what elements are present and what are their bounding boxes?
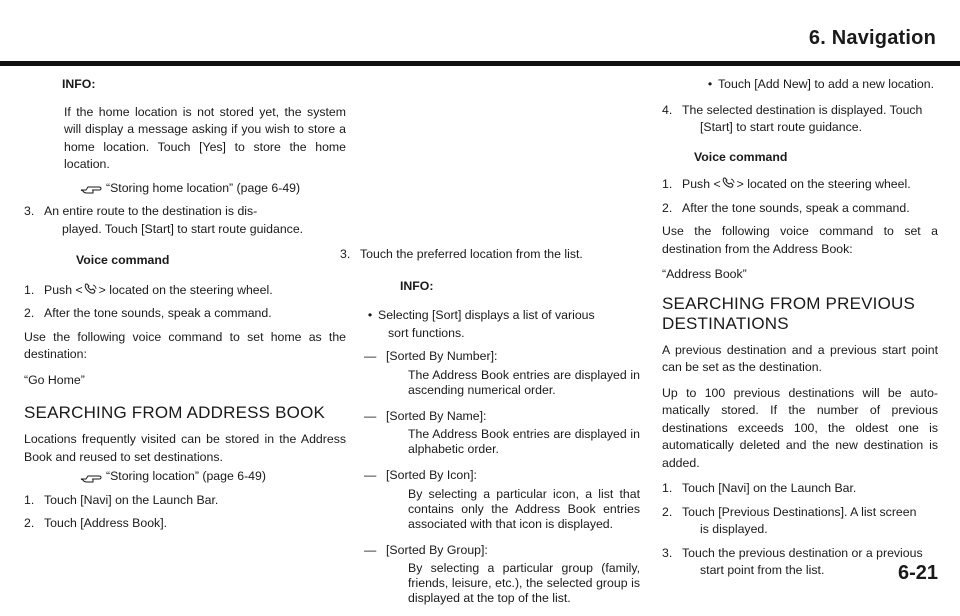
step-line: [Start] to start route guidance. bbox=[700, 120, 862, 134]
step-text bbox=[44, 282, 346, 300]
step-text-post: > located on the steering wheel. bbox=[736, 177, 911, 191]
step-number: 2. bbox=[24, 306, 35, 320]
chapter-title: 6. Navigation bbox=[808, 27, 936, 49]
step-number: 2. bbox=[662, 504, 673, 519]
cross-reference-text: “Storing location” (page 6-49) bbox=[106, 469, 266, 483]
cross-reference[interactable] bbox=[80, 468, 346, 486]
step-1 bbox=[24, 492, 346, 510]
step-line: Touch the previous destination or a previous bbox=[682, 545, 923, 560]
sort-option bbox=[364, 467, 640, 532]
talk-switch-icon bbox=[722, 177, 736, 189]
step-text bbox=[44, 203, 346, 238]
step-4 bbox=[662, 102, 938, 137]
step-number: 2. bbox=[662, 200, 673, 215]
bullet-line: Selecting [Sort] displays a list of various bbox=[378, 308, 595, 322]
dash-mark: — bbox=[364, 408, 377, 423]
voice-step-1 bbox=[24, 282, 346, 300]
sort-option-desc: By selecting a particular group (family, friends, leisure, etc.), the selected group is displayed at the top of the list. bbox=[408, 561, 640, 605]
step-number: 1. bbox=[24, 492, 35, 507]
step-number: 1. bbox=[662, 481, 673, 495]
sort-option-desc: The Address Book entries are displayed in ascending numerical order. bbox=[408, 367, 640, 397]
voice-step-2 bbox=[662, 200, 938, 218]
info-text: If the home location is not stored yet, the system will display a message asking if you wish to store a home location. Touch [Yes] to store the home location. bbox=[64, 104, 346, 171]
voice-command-quote: “Address Book” bbox=[662, 267, 747, 281]
sort-option-label: [Sorted By Name]: bbox=[386, 408, 487, 423]
step-text: Touch the preferred location from the list. bbox=[360, 247, 583, 261]
pointing-hand-icon bbox=[80, 181, 102, 195]
dash-mark: — bbox=[364, 349, 377, 363]
step-text bbox=[682, 176, 938, 194]
voice-usage-text: Use the following voice command to set a destination from the Address Book: bbox=[662, 224, 938, 256]
sort-option bbox=[364, 408, 640, 458]
step-3 bbox=[340, 246, 640, 264]
step-2 bbox=[662, 504, 938, 539]
voice-command-label: Voice command bbox=[76, 253, 170, 267]
step-text: Touch [Navi] on the Launch Bar. bbox=[44, 492, 219, 507]
voice-command-label: Voice command bbox=[694, 149, 788, 164]
step-number: 3. bbox=[662, 545, 673, 560]
voice-step-2 bbox=[24, 305, 346, 323]
info-label: INFO: bbox=[62, 77, 96, 91]
header-rule bbox=[0, 61, 960, 66]
sort-option-label: [Sorted By Group]: bbox=[386, 542, 488, 557]
pointing-hand-icon bbox=[80, 470, 102, 484]
step-text bbox=[682, 102, 938, 137]
voice-command-quote: “Go Home” bbox=[24, 372, 85, 387]
step-text: After the tone sounds, speak a command. bbox=[682, 200, 910, 215]
step-text: Touch [Address Book]. bbox=[44, 516, 168, 530]
step-number: 2. bbox=[24, 516, 35, 530]
column-left bbox=[24, 76, 346, 539]
column-middle bbox=[340, 76, 640, 616]
voice-usage-text: Use the following voice command to set home as the destination: bbox=[24, 329, 346, 361]
step-number: 3. bbox=[340, 247, 351, 261]
sort-option bbox=[364, 542, 640, 607]
page-number: 6-21 bbox=[897, 562, 938, 584]
step-text-post: > located on the steering wheel. bbox=[98, 282, 273, 297]
sort-option-label: [Sorted By Icon]: bbox=[386, 468, 477, 482]
step-3 bbox=[662, 545, 938, 580]
sort-option-label: [Sorted By Number]: bbox=[386, 349, 498, 363]
step-2 bbox=[24, 515, 346, 533]
step-text: Touch [Navi] on the Launch Bar. bbox=[682, 481, 857, 495]
step-1 bbox=[662, 480, 938, 498]
dash-mark: — bbox=[364, 468, 377, 482]
section-heading: SEARCHING FROM ADDRESS BOOK bbox=[24, 403, 326, 422]
section-para-2: Up to 100 previous destinations will be auto-matically stored. If the number of previous destinations exceeds 100, the oldest one is automatically deleted and the new destination is added. bbox=[662, 385, 938, 470]
info-bullet bbox=[702, 76, 938, 94]
bullet-text: Touch [Add New] to add a new location. bbox=[718, 77, 935, 91]
sort-option-desc: By selecting a particular icon, a list that contains only the Address Book entries associated with that icon is displayed. bbox=[408, 486, 640, 531]
step-line: The selected destination is displayed. Touch bbox=[682, 102, 923, 117]
sort-option bbox=[364, 348, 640, 398]
step-number: 1. bbox=[662, 177, 673, 191]
column-right bbox=[662, 76, 938, 586]
section-para-1: A previous destination and a previous start point can be set as the destination. bbox=[662, 342, 938, 374]
section-body: Locations frequently visited can be stored in the Address Book and reused to set destinations. bbox=[24, 432, 346, 464]
step-text: After the tone sounds, speak a command. bbox=[44, 306, 272, 320]
cross-reference[interactable] bbox=[80, 180, 346, 198]
voice-step-1 bbox=[662, 176, 938, 194]
step-line: start point from the list. bbox=[700, 563, 825, 577]
step-line: Touch [Previous Destinations]. A list screen bbox=[682, 504, 917, 519]
step-line: An entire route to the destination is dis- bbox=[44, 204, 258, 218]
step-line: played. Touch [Start] to start route guidance. bbox=[62, 221, 304, 236]
sort-option-desc: The Address Book entries are displayed in alphabetic order. bbox=[408, 427, 640, 456]
bullet-line: sort functions. bbox=[388, 325, 465, 340]
bullet-dot: • bbox=[367, 308, 373, 322]
cross-reference-text: “Storing home location” (page 6-49) bbox=[106, 180, 301, 195]
step-number: 3. bbox=[24, 204, 35, 218]
step-3 bbox=[24, 203, 346, 238]
info-label: INFO: bbox=[400, 278, 434, 293]
step-text-pre: Push < bbox=[44, 282, 83, 297]
step-number: 4. bbox=[662, 102, 673, 117]
bullet-dot: • bbox=[707, 77, 713, 91]
step-number: 1. bbox=[24, 282, 35, 297]
talk-switch-icon bbox=[84, 283, 98, 295]
step-text bbox=[682, 504, 938, 539]
step-text-pre: Push < bbox=[682, 177, 721, 191]
bullet-text bbox=[378, 307, 640, 342]
info-bullet bbox=[362, 307, 640, 342]
dash-mark: — bbox=[364, 542, 377, 557]
section-heading: SEARCHING FROM PREVIOUS DESTINATIONS bbox=[662, 293, 916, 333]
step-line: is displayed. bbox=[700, 522, 768, 536]
